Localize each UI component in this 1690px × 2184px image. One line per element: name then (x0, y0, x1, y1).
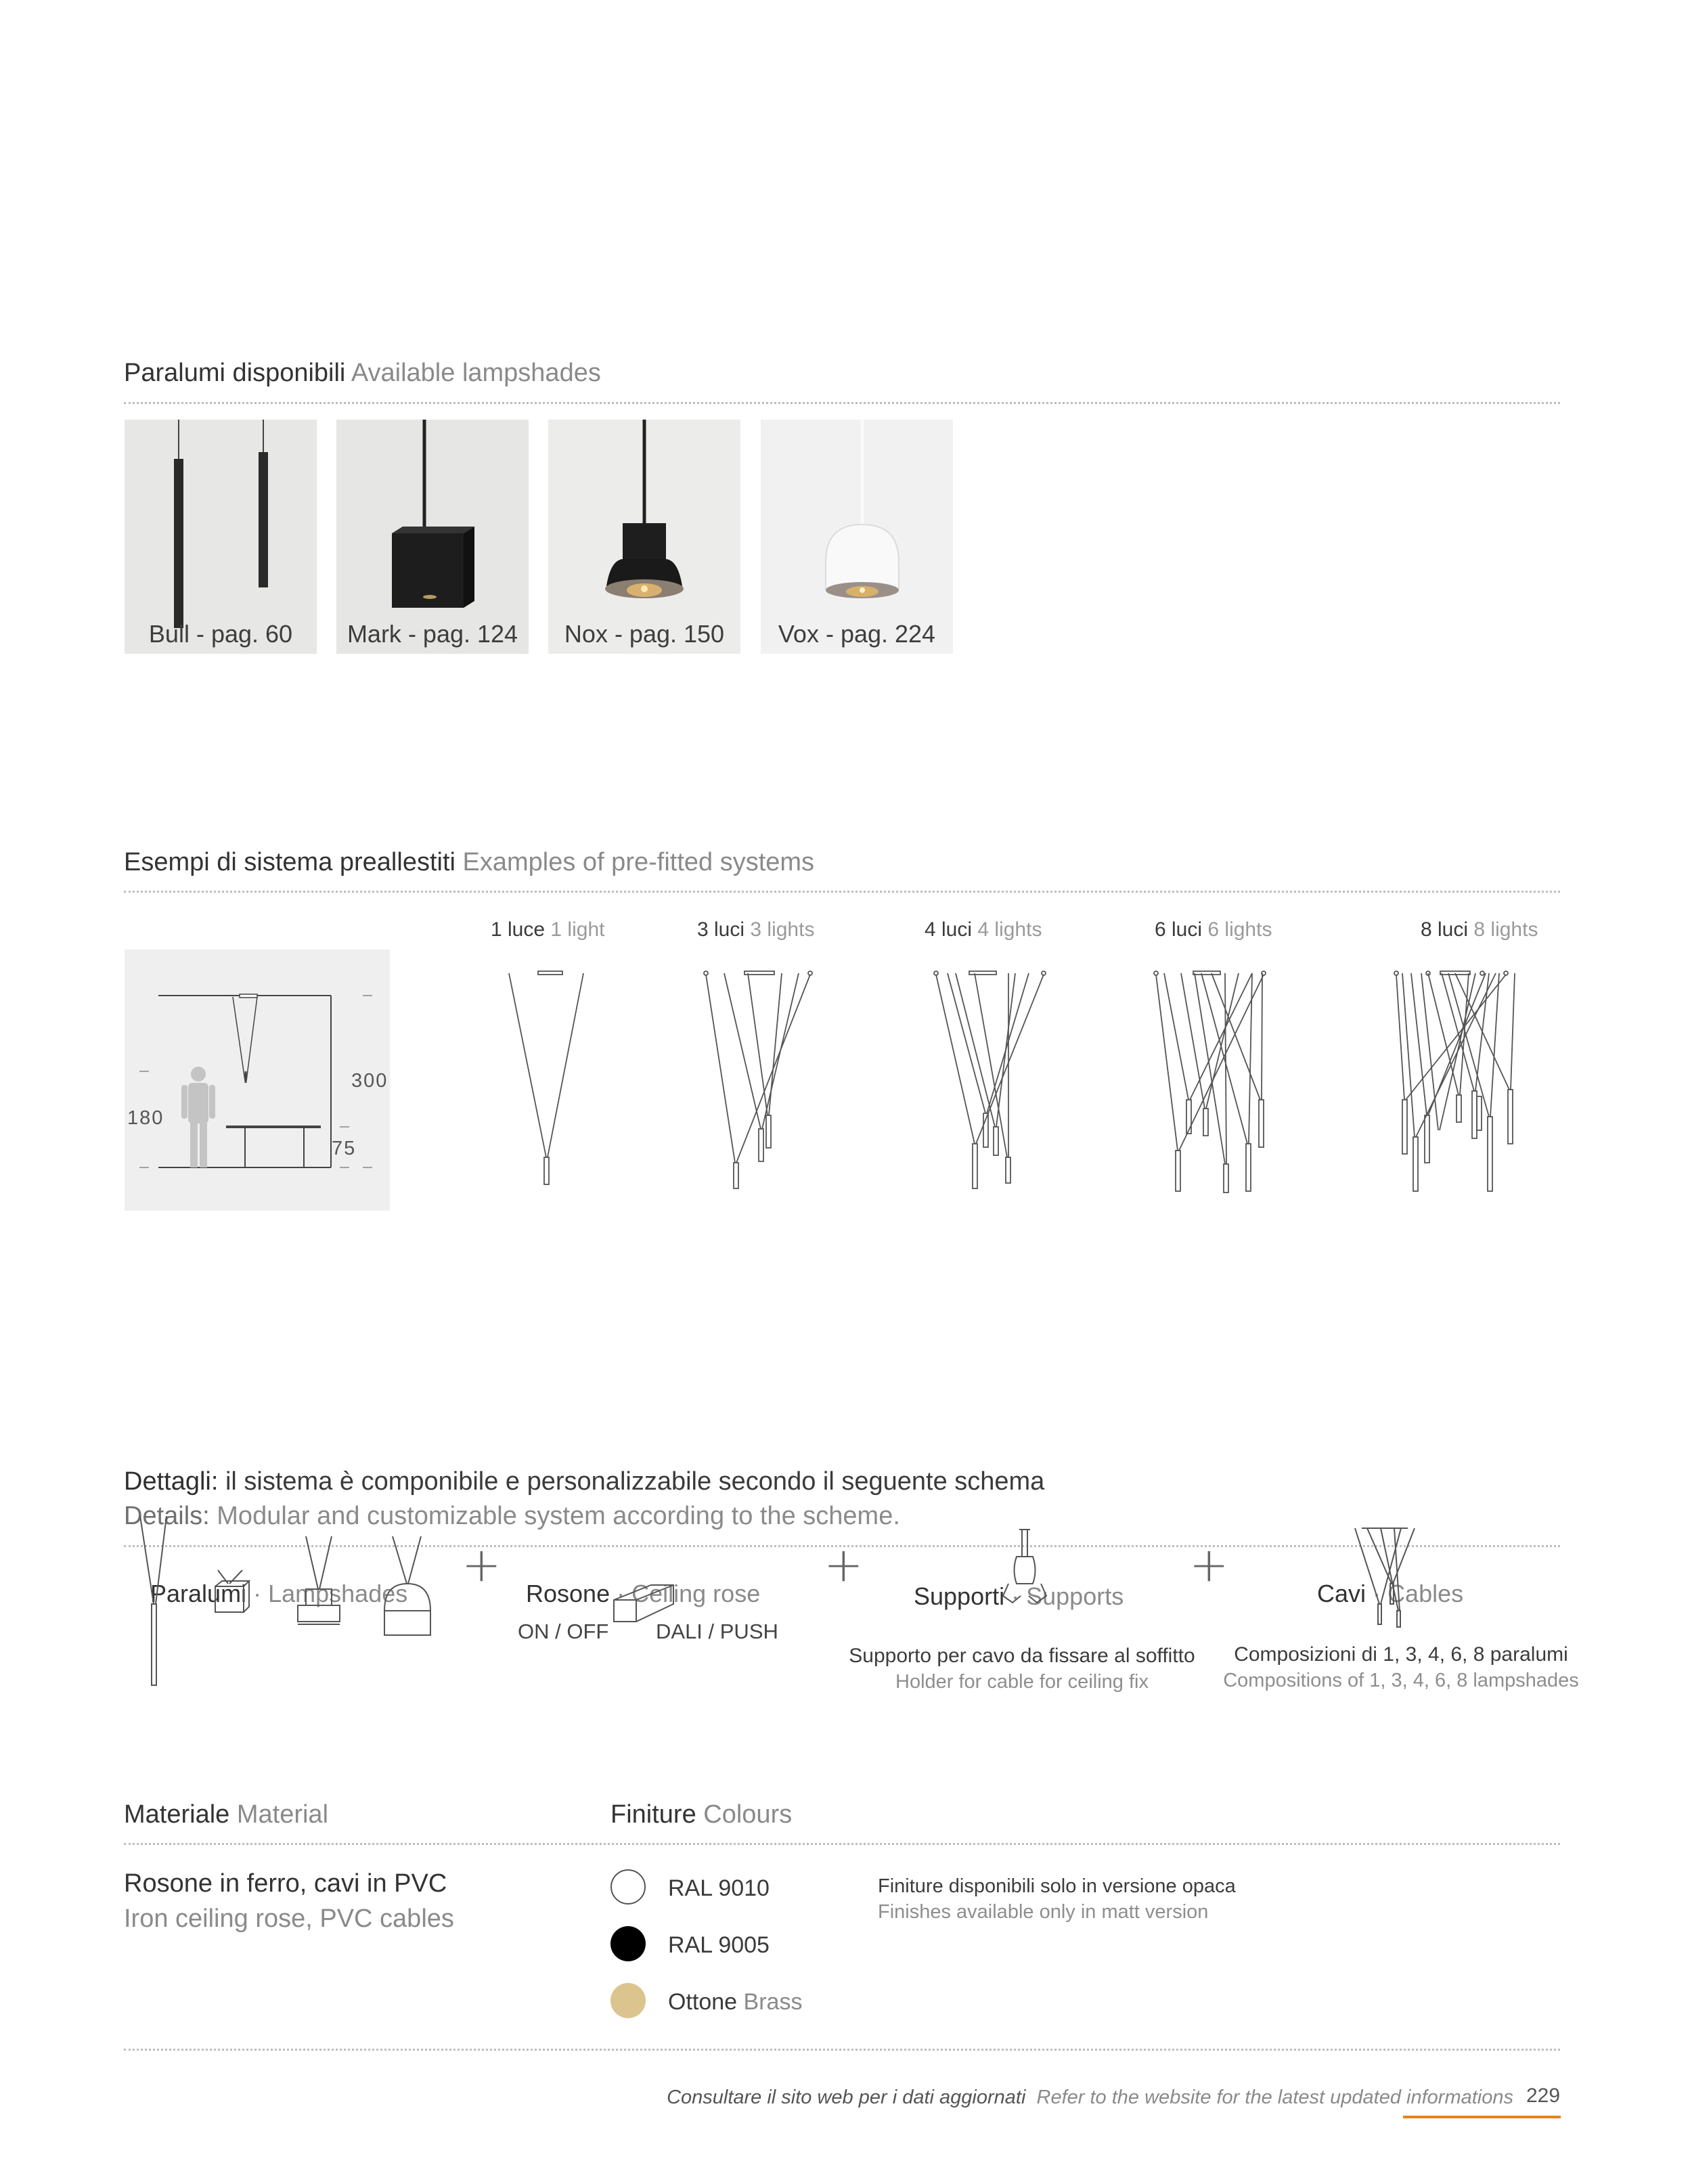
lampshade-caption: Vox - pag. 224 (778, 620, 936, 648)
config-label-1: 1 luce 1 light (491, 918, 605, 941)
divider (124, 402, 1560, 404)
config-6-lights-drawing (1154, 971, 1266, 1193)
divider (124, 891, 1560, 893)
dimension-diagram (125, 950, 390, 1211)
plus-icon: + (462, 1537, 502, 1592)
config-label-3: 3 luci 3 lights (697, 918, 815, 941)
config-4-lights-drawing (934, 971, 1046, 1188)
cables-desc-it: Composizioni di 1, 3, 4, 6, 8 paralumi (1234, 1643, 1568, 1666)
vox-photo (761, 420, 953, 654)
swatch-ral9005[interactable] (610, 1926, 646, 1961)
dim-75: 75 (332, 1138, 357, 1159)
config-label-8: 8 luci 8 lights (1421, 918, 1538, 941)
swatch-brass[interactable] (610, 1983, 646, 2018)
lampshade-thumb-bull[interactable] (125, 420, 317, 654)
rosone-label: Rosone · Ceiling rose (526, 1580, 761, 1607)
support-icon (1003, 1530, 1046, 1603)
finishes-note-it: Finiture disponibili solo in versione opaca (878, 1875, 1236, 1897)
details-subtitle: Details: Modular and customizable system according to the scheme. (124, 1502, 900, 1530)
config-label-4: 4 luci 4 lights (925, 918, 1042, 941)
supporti-label: Supporti · Supports (914, 1582, 1124, 1610)
lampshade-caption: Bull - pag. 60 (148, 620, 293, 648)
lampshade-thumb-nox[interactable] (548, 420, 740, 654)
rosone-onoff: ON / OFF (518, 1620, 609, 1643)
material-text-it: Rosone in ferro, cavi in PVC (124, 1869, 447, 1898)
config-drawings (474, 961, 1584, 1198)
nox-lampshade-icon (298, 1536, 340, 1624)
page-number: 229 (1526, 2085, 1561, 2107)
finishes-note-en: Finishes available only in matt version (878, 1901, 1209, 1923)
dimension-drawing (125, 950, 390, 1211)
config-label-6: 6 luci 6 lights (1155, 918, 1272, 941)
lampshades-title: Paralumi disponibili Available lampshades (124, 359, 601, 387)
footer-accent-line (1403, 2116, 1561, 2118)
dim-180: 180 (127, 1107, 164, 1129)
divider (124, 2049, 1560, 2051)
dim-300: 300 (351, 1070, 388, 1092)
vox-lampshade-icon (384, 1536, 430, 1635)
bull-lampshade-icon (140, 1516, 166, 1685)
rosone-dali: DALI / PUSH (656, 1620, 778, 1643)
material-text-en: Iron ceiling rose, PVC cables (124, 1904, 454, 1933)
footer-note: Consultare il sito web per i dati aggiornati Refer to the website for the latest updated informations (667, 2087, 1513, 2108)
material-title: Materiale Material (124, 1800, 329, 1829)
nox-photo (548, 420, 740, 654)
cavi-label: Cavi · Cables (1317, 1580, 1464, 1607)
details-title: Dettagli: il sistema è componibile e personalizzabile secondo il seguente schema (124, 1467, 1045, 1496)
swatch-label: RAL 9010 (668, 1875, 770, 1901)
ceiling-rose-icon (614, 1585, 673, 1622)
lampshade-thumb-vox[interactable] (761, 420, 953, 654)
support-desc-it: Supporto per cavo da fissare al soffitto (849, 1645, 1195, 1667)
lampshade-caption: Nox - pag. 150 (564, 620, 725, 648)
paralumi-label: Paralumi · Lampshades (150, 1580, 408, 1607)
swatch-ral9010[interactable] (610, 1869, 646, 1904)
support-desc-en: Holder for cable for ceiling fix (895, 1671, 1149, 1693)
bull-photo (125, 420, 317, 654)
systems-title: Esempi di sistema preallestiti Examples of pre-fitted systems (124, 848, 815, 876)
config-1-light-drawing (509, 971, 583, 1184)
finishes-title: Finiture Colours (610, 1800, 793, 1829)
plus-icon: + (1189, 1537, 1229, 1592)
swatch-label: RAL 9005 (668, 1932, 770, 1958)
mark-lampshade-icon (215, 1570, 249, 1612)
cables-desc-en: Compositions of 1, 3, 4, 6, 8 lampshades (1223, 1670, 1579, 1691)
mark-photo (336, 420, 529, 654)
divider (124, 1843, 1560, 1845)
config-3-lights-drawing (704, 971, 812, 1188)
plus-icon: + (824, 1537, 864, 1592)
swatch-label: Ottone Brass (668, 1989, 803, 2015)
lampshade-thumb-mark[interactable] (336, 420, 529, 654)
config-8-lights-drawing (1394, 971, 1515, 1191)
cables-icon (1355, 1528, 1415, 1627)
lampshade-caption: Mark - pag. 124 (347, 620, 518, 648)
